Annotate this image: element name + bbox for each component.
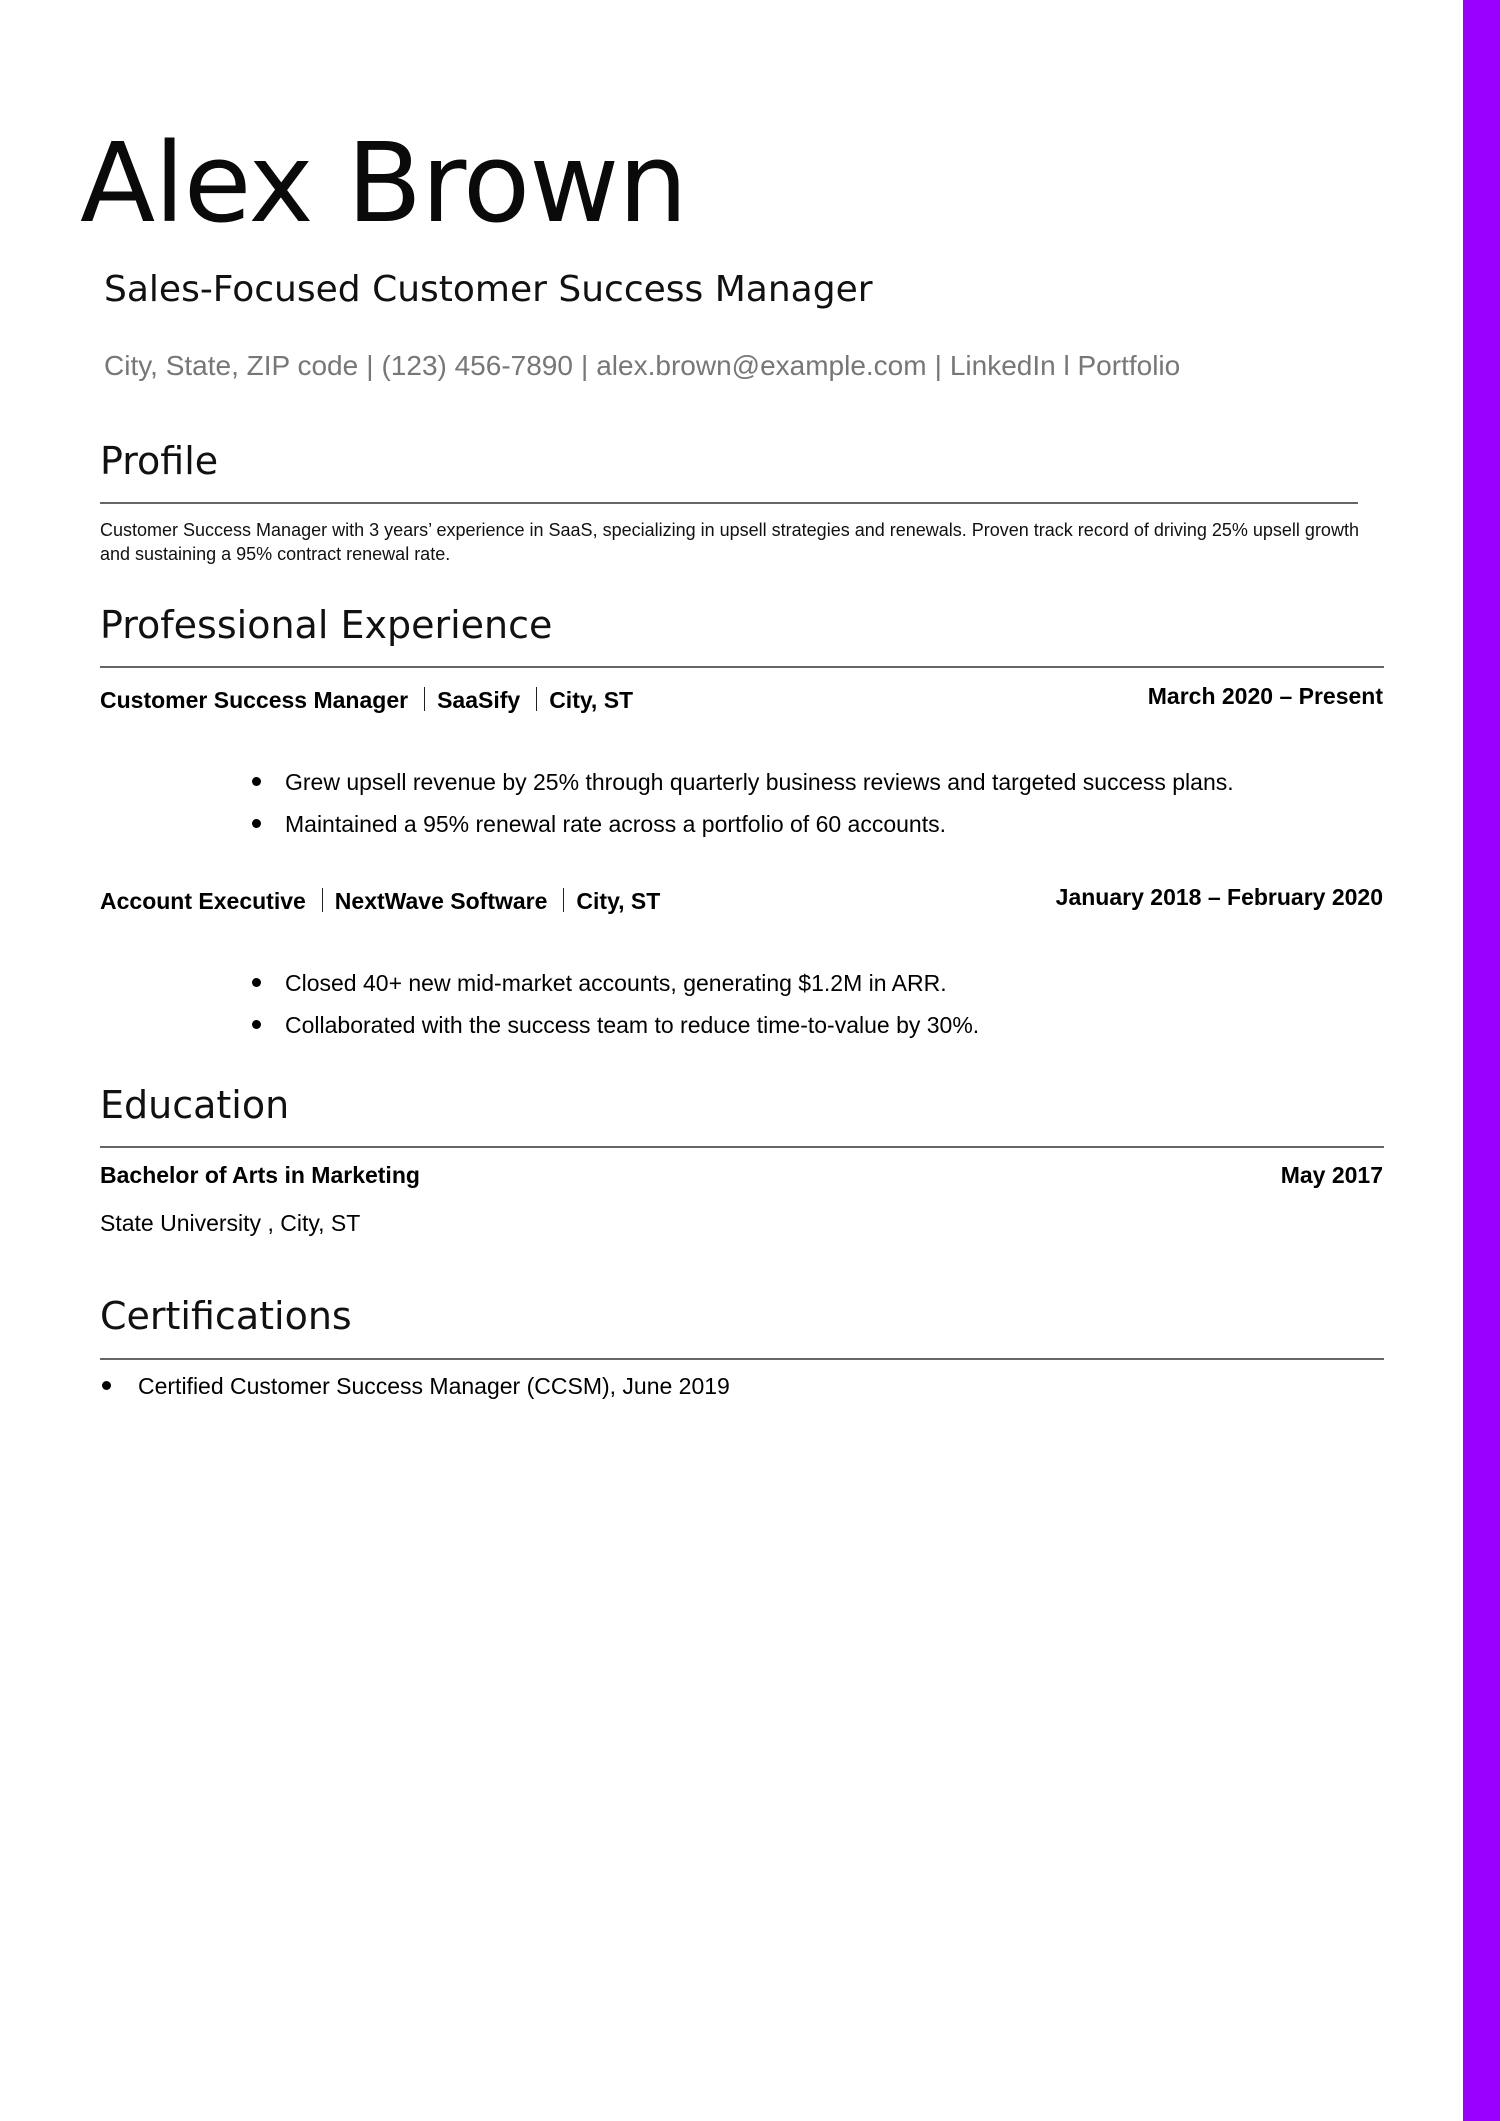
contact-links[interactable]: LinkedIn l Portfolio [949, 350, 1181, 381]
job-bullets [252, 761, 1234, 845]
experience-heading: Professional Experience [100, 603, 553, 647]
job-location: City, ST [576, 888, 661, 914]
bullet-icon [252, 1020, 261, 1029]
job-company: SaaSify [437, 687, 521, 713]
job-role: Account Executive [100, 888, 306, 914]
job-role: Customer Success Manager [100, 687, 409, 713]
education-heading: Education [100, 1083, 290, 1127]
job-bullets [252, 962, 979, 1046]
certifications-list [100, 1369, 730, 1403]
job-dates: March 2020 – Present [1147, 683, 1383, 709]
list-item [252, 1004, 979, 1046]
education-school: State University , City, ST [100, 1210, 361, 1236]
contact-line [104, 346, 1180, 386]
contact-email[interactable]: alex.brown@example.com [596, 350, 927, 381]
candidate-name: Alex Brown [80, 119, 687, 247]
education-degree: Bachelor of Arts in Marketing [100, 1162, 420, 1188]
bullet-text: Grew upsell revenue by 25% through quarterly business reviews and targeted success plans. [285, 769, 1234, 795]
bullet-icon [252, 777, 261, 786]
certifications-heading: Certifications [100, 1294, 352, 1338]
list-item [252, 803, 1234, 845]
profile-divider [100, 502, 1358, 504]
candidate-title: Sales-Focused Customer Success Manager [104, 269, 873, 310]
job-divider [563, 888, 564, 912]
profile-heading: Profile [100, 439, 219, 483]
education-date: May 2017 [1280, 1162, 1383, 1188]
education-divider [100, 1146, 1384, 1148]
contact-phone: (123) 456-7890 [381, 350, 573, 381]
profile-summary: Customer Success Manager with 3 years’ experience in SaaS, specializing in upsell strategies and renewals. Proven track record of driving 25% upsell growth and sustaining a 95% contract renewal rate. [100, 520, 1359, 564]
job-divider [322, 888, 323, 912]
list-item [252, 962, 979, 1004]
experience-divider [100, 666, 1384, 668]
contact-separator: | [934, 350, 942, 381]
list-item [100, 1369, 730, 1403]
job-location: City, ST [549, 687, 634, 713]
list-item [252, 761, 1234, 803]
contact-separator: | [366, 350, 374, 381]
job-divider [536, 687, 537, 711]
certifications-divider [100, 1358, 1384, 1360]
job-dates: January 2018 – February 2020 [1055, 884, 1383, 910]
bullet-icon [102, 1381, 111, 1390]
bullet-icon [252, 978, 261, 987]
bullet-text: Collaborated with the success team to reduce time-to-value by 30%. [285, 1012, 980, 1038]
job-header [100, 886, 660, 916]
accent-bar [1463, 0, 1500, 2121]
bullet-icon [252, 819, 261, 828]
job-company: NextWave Software [334, 888, 548, 914]
contact-separator: | [580, 350, 589, 381]
bullet-text: Maintained a 95% renewal rate across a portfolio of 60 accounts. [285, 811, 946, 837]
certification-text: Certified Customer Success Manager (CCSM), June 2019 [138, 1373, 730, 1399]
job-divider [424, 687, 425, 711]
job-header [100, 685, 633, 715]
bullet-text: Closed 40+ new mid-market accounts, generating $1.2M in ARR. [285, 970, 947, 996]
contact-location: City, State, ZIP code [104, 350, 359, 381]
